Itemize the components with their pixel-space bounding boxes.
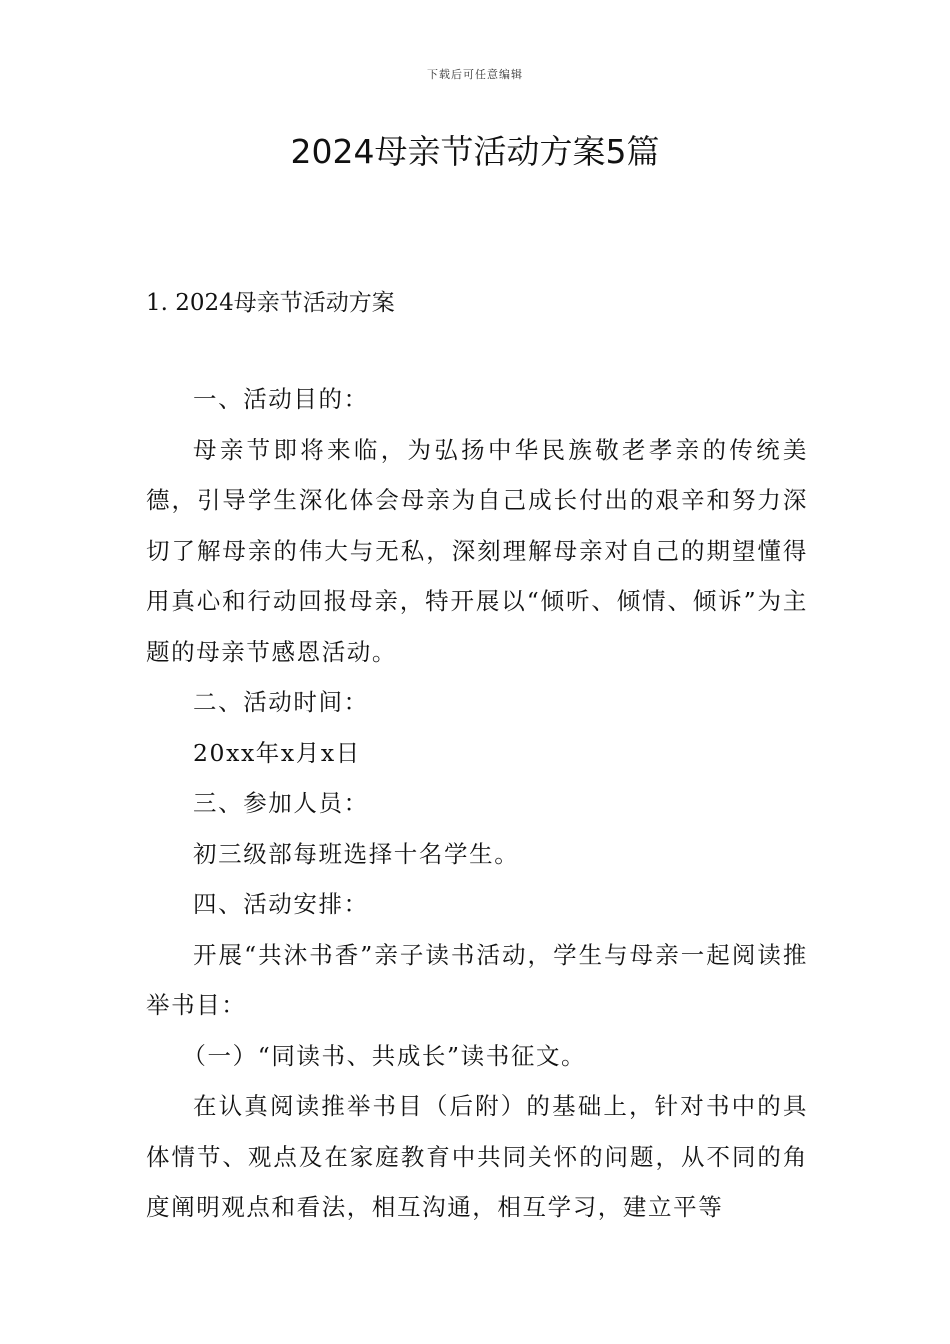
heading-time: 二、活动时间：	[193, 688, 369, 716]
section-heading: 1. 2024母亲节活动方案	[146, 290, 395, 316]
subheading-essay: （一）“同读书、共成长”读书征文。	[182, 1041, 587, 1070]
document-body	[146, 374, 808, 1233]
paragraph-essay: 在认真阅读推举书目（后附）的基础上，针对书中的具体情节、观点及在家庭教育中共同关怀的问题，从不同的角度阐明观点和看法，相互沟通，相互学习，建立平等	[146, 1092, 808, 1221]
paragraph-arrangement: 开展“共沐书香”亲子读书活动，学生与母亲一起阅读推举书目：	[146, 940, 808, 1019]
document-title: 2024母亲节活动方案5篇	[290, 132, 660, 171]
header-note: 下载后可任意编辑	[427, 68, 523, 81]
heading-purpose: 一、活动目的：	[193, 385, 369, 413]
heading-participants: 三、参加人员：	[193, 789, 369, 817]
paragraph-purpose: 母亲节即将来临，为弘扬中华民族敬老孝亲的传统美德，引导学生深化体会母亲为自己成长付出的艰辛和努力深切了解母亲的伟大与无私，深刻理解母亲对自己的期望懂得用真心和行动回报母亲，特开展以“倾听、倾情、倾诉”为主题的母亲节感恩活动。	[146, 435, 808, 666]
heading-arrangement: 四、活动安排：	[193, 890, 369, 918]
paragraph-participants: 初三级部每班选择十名学生。	[193, 839, 520, 868]
paragraph-time: 20xx年x月x日	[193, 738, 361, 767]
